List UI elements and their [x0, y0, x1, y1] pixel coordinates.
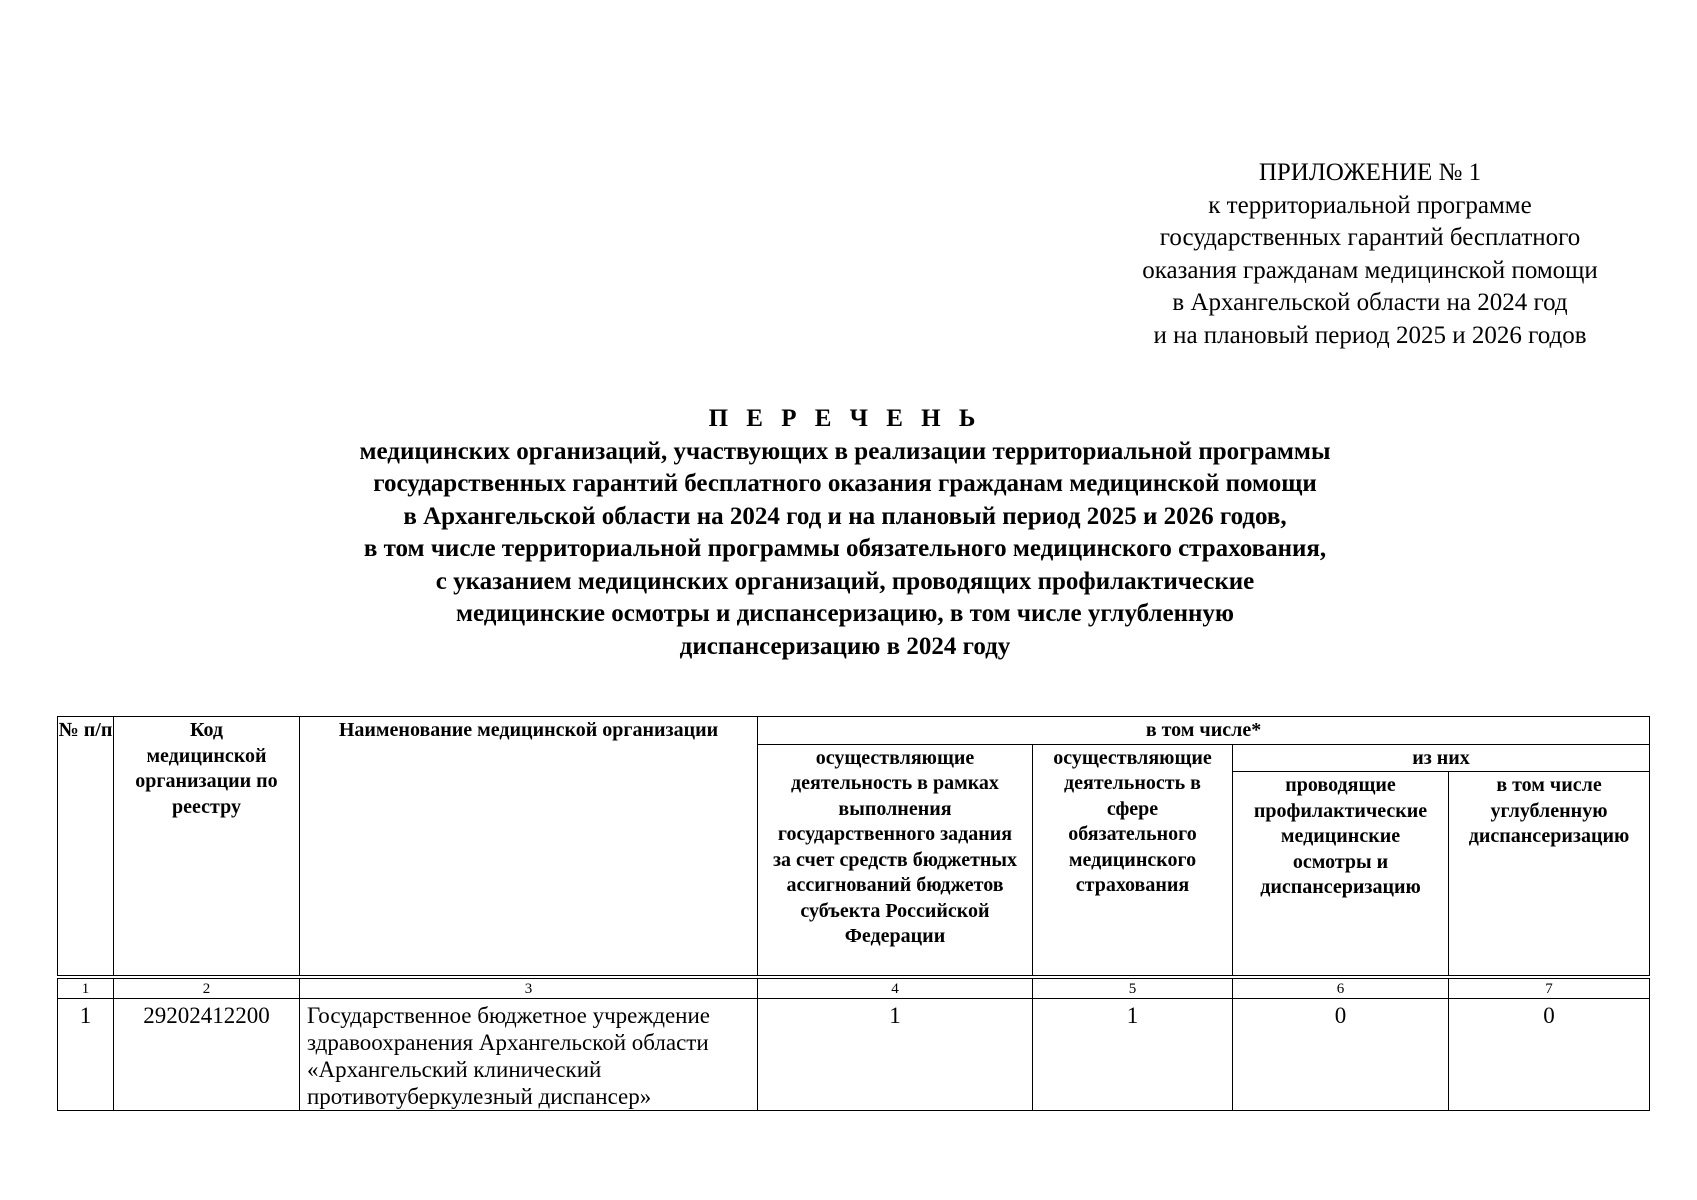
- title-line: медицинских организаций, участвующих в реализации территориальной программы: [359, 437, 1331, 465]
- header-col7: в том числе углубленную диспансеризацию: [1449, 772, 1650, 976]
- header-col6: проводящие профилактические медицинские осмотры и диспансеризацию: [1233, 772, 1449, 976]
- cell-col6: 0: [1233, 999, 1449, 1111]
- title-line: медицинские осмотры и диспансеризацию, в том числе углубленную: [455, 600, 1235, 627]
- table-header: [57, 716, 1650, 976]
- appendix-line: и на плановый период 2025 и 2026 годов: [1153, 321, 1587, 349]
- column-number: 1: [58, 979, 114, 999]
- column-number: 3: [300, 979, 758, 999]
- header-of-them: из них: [1233, 744, 1650, 772]
- cell-col4: 1: [758, 999, 1033, 1111]
- column-number-row: [58, 979, 1650, 999]
- header-including: в том числе*: [758, 717, 1650, 745]
- appendix-line: в Архангельской области на 2024 год: [1172, 289, 1568, 316]
- title-heading: П Е Р Е Ч Е Н Ь: [708, 405, 982, 432]
- column-number: 2: [114, 979, 300, 999]
- title-line: диспансеризацию в 2024 году: [679, 632, 1011, 660]
- table-row: [58, 999, 1650, 1111]
- cell-col7: 0: [1449, 999, 1650, 1111]
- column-number: 7: [1449, 979, 1650, 999]
- table-body: [57, 978, 1650, 1111]
- appendix-line: государственных гарантий бесплатного: [1159, 224, 1581, 251]
- appendix-line: к территориальной программе: [1208, 191, 1532, 219]
- title-line: в том числе территориальной программы обязательного медицинского страхования,: [363, 535, 1327, 562]
- header-num: № п/п: [58, 717, 114, 976]
- cell-name: Государственное бюджетное учреждение здравоохранения Архангельской области «Архангельский клинический противотуберкулезный диспансер»: [300, 999, 758, 1111]
- header-col4: осуществляющие деятельность в рамках выполнения государственного задания за счет средств бюджетных ассигнований бюджетов субъекта Российской Федерации: [758, 744, 1033, 976]
- cell-col5: 1: [1033, 999, 1233, 1111]
- appendix-line: оказания гражданам медицинской помощи: [1142, 256, 1598, 284]
- document-title: [230, 403, 1460, 663]
- header-col5: осуществляющие деятельность в сфере обязательного медицинского страхования: [1033, 744, 1233, 976]
- appendix-block: [1090, 157, 1650, 352]
- title-line: в Архангельской области на 2024 год и на плановый период 2025 и 2026 годов,: [403, 502, 1287, 530]
- column-number: 6: [1233, 979, 1449, 999]
- cell-num: 1: [58, 999, 114, 1111]
- title-line: с указанием медицинских организаций, проводящих профилактические: [435, 567, 1255, 595]
- header-code: Код медицинской организации по реестру: [114, 717, 300, 976]
- header-name: Наименование медицинской организации: [300, 717, 758, 976]
- column-number: 5: [1033, 979, 1233, 999]
- cell-code: 29202412200: [114, 999, 300, 1111]
- appendix-line: ПРИЛОЖЕНИЕ № 1: [1258, 159, 1482, 186]
- title-line: государственных гарантий бесплатного оказания гражданам медицинской помощи: [373, 470, 1317, 497]
- column-number: 4: [758, 979, 1033, 999]
